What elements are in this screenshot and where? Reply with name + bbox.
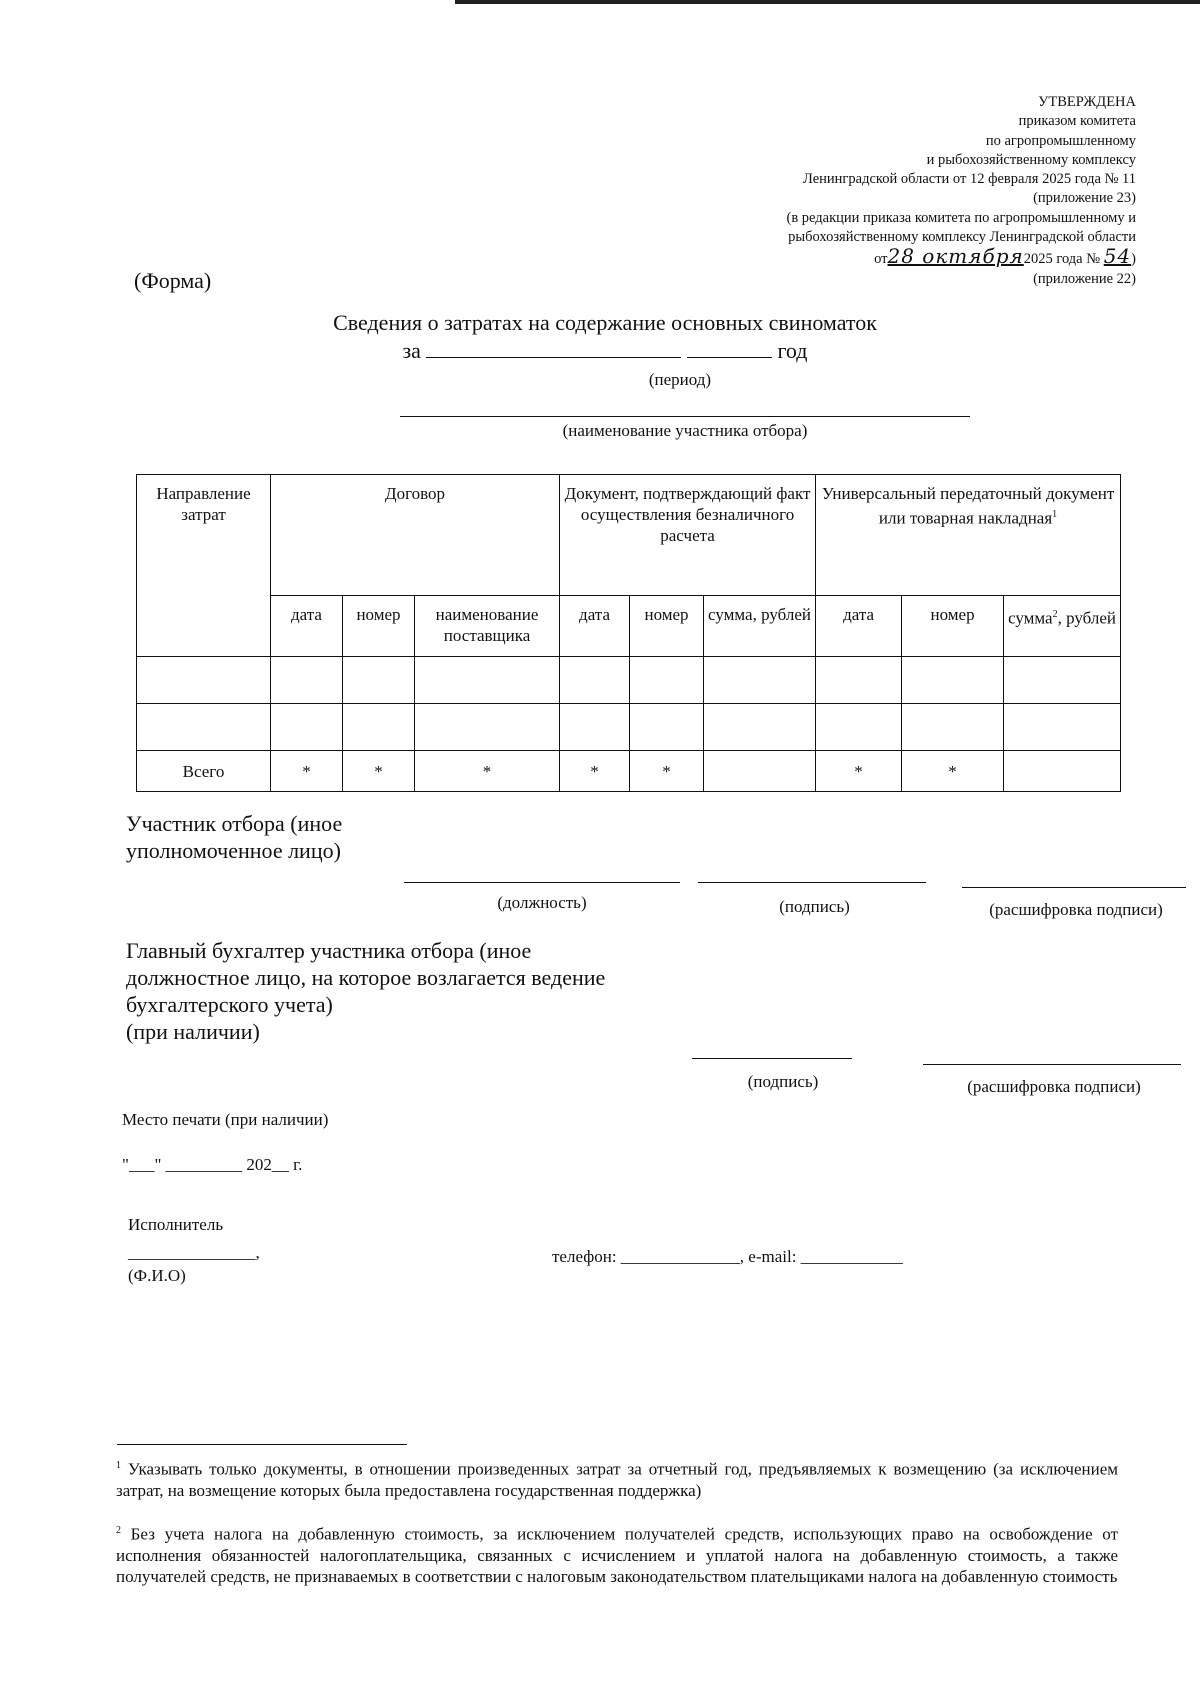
approval-line-6: (приложение 23) [1033,190,1136,207]
table-cell[interactable] [816,704,902,751]
total-star: * [630,751,704,792]
scan-top-edge [455,0,1200,4]
footnote-ref-1: 1 [1052,509,1058,520]
header-contract: Договор [271,475,560,596]
header-upd [816,475,1121,596]
signer1-decode-line[interactable] [962,887,1186,888]
document-title: Сведения о затратах на содержание основных свиноматок [333,310,877,335]
signer2-decode-caption: (расшифровка подписи) [967,1077,1141,1096]
table-cell[interactable] [816,657,902,704]
year-field[interactable] [687,339,772,358]
header-upd-date: дата [816,596,902,657]
period-caption: (период) [648,370,712,389]
table-cell[interactable] [1004,704,1121,751]
signer2-title-line-1: Главный бухгалтер участника отбора (иное [126,938,532,963]
footnote-separator [117,1444,407,1445]
handwritten-number: 54 [1103,244,1132,269]
signer1-signature-line[interactable] [698,882,926,883]
signer2-decode-line[interactable] [923,1064,1181,1065]
participant-name-line[interactable] [400,416,970,417]
approval-close-paren: ) [1131,251,1136,268]
header-upd-number: номер [902,596,1004,657]
signer2-title-line-4: (при наличии) [126,1019,260,1044]
approval-line-4: и рыбохозяйственному комплексу [926,151,1136,168]
approval-line-7: (в редакции приказа комитета по агропромышленному и [786,209,1136,226]
signer1-decode-caption: (расшифровка подписи) [989,900,1163,919]
table-cell[interactable] [137,704,271,751]
approval-line-1: УТВЕРЖДЕНА [1038,94,1136,110]
seal-place: Место печати (при наличии) [122,1110,329,1129]
table-cell[interactable] [415,704,560,751]
table-cell[interactable] [137,657,271,704]
table-cell[interactable] [704,704,816,751]
total-label: Всего [137,751,271,792]
approval-line-3: по агропромышленному [985,132,1136,149]
signer1-title-line-2: уполномоченное лицо) [126,838,341,863]
approval-line-9 [616,244,1136,269]
header-contract-date: дата [271,596,343,657]
signer1-signature-caption: (подпись) [779,897,850,916]
handwritten-date: 28 октября [887,244,1024,269]
header-contract-number: номер [343,596,415,657]
total-star: * [415,751,560,792]
header-upd-text: Универсальный передаточный документ или товарная накладная [821,484,1115,528]
executor-name-line[interactable]: _______________, [128,1243,260,1262]
header-payment-document: Документ, подтверждающий факт осуществления безналичного расчета [560,475,816,596]
date-line[interactable]: "___" _________ 202__ г. [122,1155,303,1174]
signer1-title-line-1: Участник отбора (иное [126,811,343,836]
signer2-signature-line[interactable] [692,1058,852,1059]
period-prefix: за [402,338,421,363]
table-cell[interactable] [1004,657,1121,704]
signer2-title-line-2: должностное лицо, на которое возлагается ведение [126,965,606,990]
header-payment-date: дата [560,596,630,657]
signer1-title [126,810,342,864]
executor-label: Исполнитель [128,1215,224,1234]
table-cell[interactable] [630,657,704,704]
signer2-title [126,937,605,1045]
costs-table [136,474,1121,792]
total-star: * [816,751,902,792]
upd-sum-unit: , рублей [1057,608,1117,628]
approval-line-5: Ленинградской области от 12 февраля 2025 года № 11 [802,171,1136,188]
table-cell[interactable] [343,657,415,704]
form-label: (Форма) [134,268,212,293]
table-cell[interactable] [704,657,816,704]
participant-caption: (наименование участника отбора) [562,421,808,440]
total-star: * [902,751,1004,792]
footnote-1 [116,1455,1118,1501]
table-cell[interactable] [271,704,343,751]
header-upd-sum [1004,596,1121,657]
table-cell[interactable] [560,657,630,704]
table-cell[interactable] [560,704,630,751]
total-row [137,751,1121,792]
signer2-title-line-3: бухгалтерского учета) [126,992,333,1017]
table-cell[interactable] [902,657,1004,704]
header-direction: Направление затрат [137,475,271,657]
table-cell[interactable] [343,704,415,751]
footnote-ref-2: 2 [1052,609,1058,620]
table-cell[interactable] [415,657,560,704]
table-cell[interactable] [271,657,343,704]
footnote-2 [116,1520,1118,1587]
table-row [137,704,1121,751]
total-star: * [560,751,630,792]
header-payment-number: номер [630,596,704,657]
approval-line-8: рыбохозяйственному комплексу Ленинградской области [788,229,1136,246]
executor-fio-caption: (Ф.И.О) [128,1266,186,1285]
table-cell[interactable] [630,704,704,751]
header-payment-sum: сумма, рублей [704,596,816,657]
total-star: * [271,751,343,792]
footnote-1-text: Указывать только документы, в отношении произведенных затрат за отчетный год, предъявляемых к возмещению (за исключением затрат, на возмещение которых была предоставлена государственная поддержка) [116,1459,1118,1500]
total-upd-sum[interactable] [1004,751,1121,792]
period-field[interactable] [426,339,681,358]
period-line [200,338,1010,364]
footnote-2-number: 2 [116,1525,121,1536]
approval-stamp [616,93,1136,289]
executor-contacts[interactable]: телефон: ______________, e-mail: ____________ [552,1247,903,1266]
approval-from: от [874,251,888,268]
approval-line-10: (приложение 22) [1033,270,1136,287]
total-star: * [343,751,415,792]
total-payment-sum[interactable] [704,751,816,792]
footnote-2-text: Без учета налога на добавленную стоимость, за исключением получателей средств, использующих право на освобождение от исполнения обязанностей налогоплательщика, связанных с исчислением и уплатой налога на добавленную стоимость, а также получателей средств, не признаваемых в соответствии с налоговым законодательством плательщиками налога на добавленную стоимость [116,1524,1118,1586]
period-suffix: год [777,338,808,363]
table-row [137,657,1121,704]
header-contract-supplier: наименование поставщика [415,596,560,657]
signer1-position-caption: (должность) [497,893,587,912]
approval-line-2: приказом комитета [1018,113,1136,130]
signer2-signature-caption: (подпись) [747,1072,819,1091]
signer1-position-line[interactable] [404,882,680,883]
upd-sum-label: сумма [1008,608,1053,628]
table-cell[interactable] [902,704,1004,751]
footnote-1-number: 1 [116,1460,121,1471]
approval-year-no: 2025 года № [1023,251,1101,268]
